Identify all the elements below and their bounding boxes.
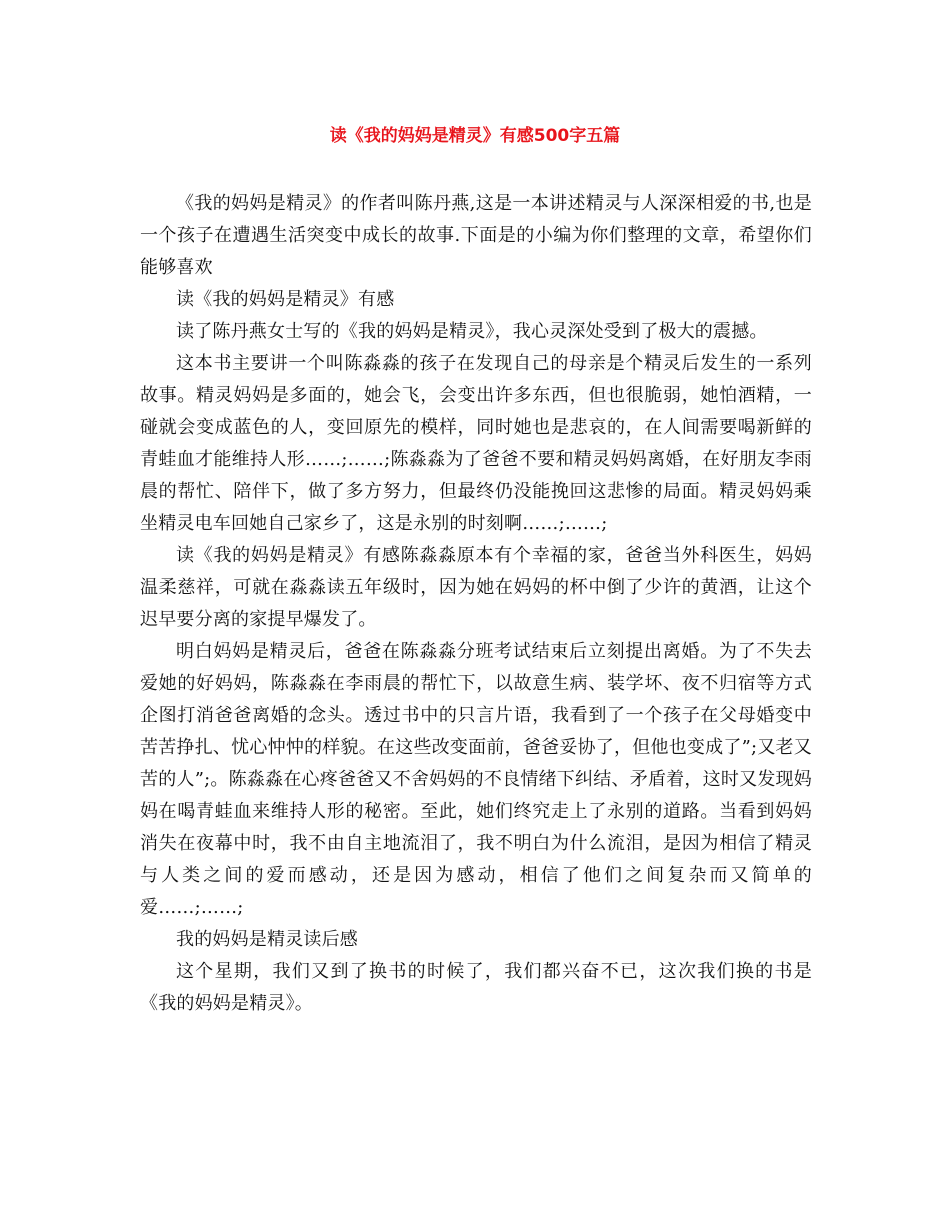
paragraph: 读《我的妈妈是精灵》有感陈淼淼原本有个幸福的家，爸爸当外科医生，妈妈温柔慈祥，可就在淼淼读五年级时，因为她在妈妈的杯中倒了少许的黄酒，让这个迟早要分离的家提早爆发了。 bbox=[140, 545, 812, 630]
paragraph-heading-2: 我的妈妈是精灵读后感 bbox=[176, 929, 358, 950]
paragraph: 明白妈妈是精灵后，爸爸在陈淼淼分班考试结束后立刻提出离婚。为了不失去爱她的好妈妈，陈淼淼在李雨晨的帮忙下，以故意生病、装学坏、夜不归宿等方式企图打消爸爸离婚的念头。透过书中的只言片语，我看到了一个孩子在父母婚变中苦苦挣扎、忧心忡忡的样貌。在这些改变面前，爸爸妥协了，但他也变成了”;又老又苦的人”;。陈淼淼在心疼爸爸又不舍妈妈的不良情绪下纠结、矛盾着，这时又发现妈妈在喝青蛙血来维持人形的秘密。至此，她们终究走上了永别的道路。当看到妈妈消失在夜幕中时，我不由自主地流泪了，我不明白为什么流泪，是因为相信了精灵与人类之间的爱而感动，还是因为感动，相信了他们之间复杂而又简单的爱……;……; bbox=[140, 641, 812, 918]
paragraph-heading-1: 读《我的妈妈是精灵》有感 bbox=[176, 289, 395, 310]
paragraph-intro: 《我的妈妈是精灵》的作者叫陈丹燕,这是一本讲述精灵与人深深相爱的书,也是一个孩子在遭遇生活突变中成长的故事.下面是的小编为你们整理的文章，希望你们能够喜欢 bbox=[140, 193, 812, 278]
document-body bbox=[140, 188, 812, 1020]
paragraph: 这个星期，我们又到了换书的时候了，我们都兴奋不已，这次我们换的书是《我的妈妈是精灵》。 bbox=[140, 961, 812, 1014]
document-title: 读《我的妈妈是精灵》有感500字五篇 bbox=[329, 126, 621, 146]
paragraph: 读了陈丹燕女士写的《我的妈妈是精灵》，我心灵深处受到了极大的震撼。 bbox=[176, 321, 768, 342]
paragraph: 这本书主要讲一个叫陈淼淼的孩子在发现自己的母亲是个精灵后发生的一系列故事。精灵妈妈是多面的，她会飞，会变出许多东西，但也很脆弱，她怕酒精，一碰就会变成蓝色的人，变回原先的模样，同时她也是悲哀的，在人间需要喝新鲜的青蛙血才能维持人形……;……;陈淼淼为了爸爸不要和精灵妈妈离婚，在好朋友李雨晨的帮忙、陪伴下，做了多方努力，但最终仍没能挽回这悲惨的局面。精灵妈妈乘坐精灵电车回她自己家乡了，这是永别的时刻啊……;……; bbox=[140, 353, 812, 534]
